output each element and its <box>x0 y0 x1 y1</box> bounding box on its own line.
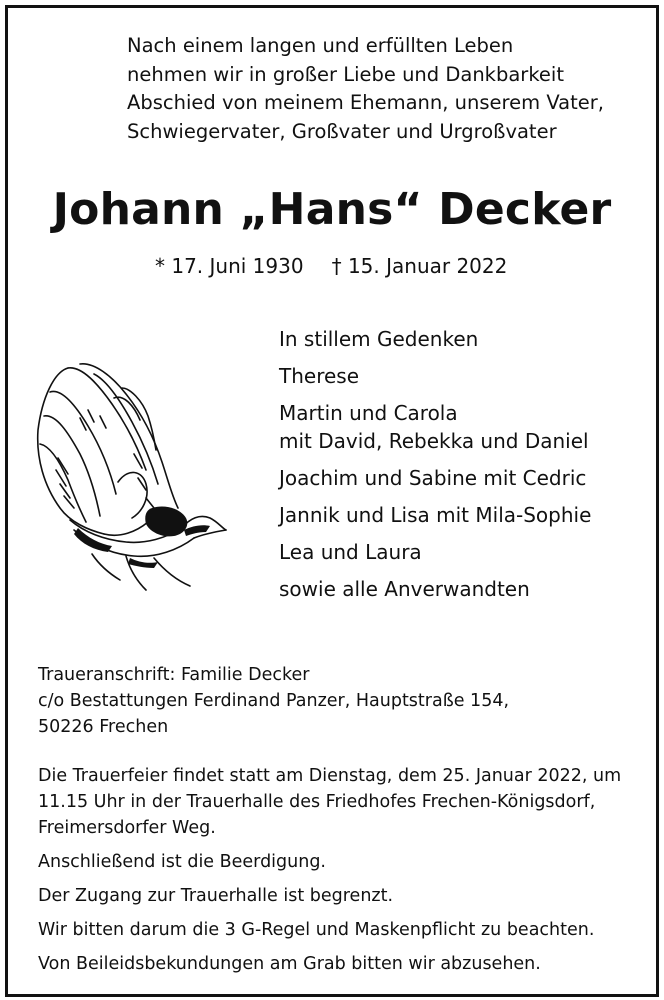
deceased-name: Johann „Hans“ Decker <box>52 184 612 235</box>
mourner-line: Martin und Carola <box>279 401 458 425</box>
mourning-address <box>38 662 509 740</box>
address-line: c/o Bestattungen Ferdinand Panzer, Hauptstraße 154, <box>38 691 510 711</box>
mourner-group <box>279 464 591 492</box>
mourner-group <box>279 538 591 566</box>
life-dates <box>155 254 507 278</box>
birth-date: * 17. Juni 1930 <box>155 254 304 278</box>
access-note: Der Zugang zur Trauerhalle ist begrenzt. <box>38 886 394 906</box>
ceremony-line: 11.15 Uhr in der Trauerhalle des Friedhofes Frechen-Königsdorf, <box>38 792 596 812</box>
intro-line: Abschied von meinem Ehemann, unserem Vater, <box>127 91 604 114</box>
mourner-group <box>279 399 591 455</box>
mourner-line: sowie alle Anverwandten <box>279 577 530 601</box>
praying-hands-icon <box>34 358 230 598</box>
rules-note: Wir bitten darum die 3 G-Regel und Maskenpflicht zu beachten. <box>38 920 595 940</box>
mourner-line: mit David, Rebekka und Daniel <box>279 429 589 453</box>
mourner-group <box>279 501 591 529</box>
intro-line: nehmen wir in großer Liebe und Dankbarkeit <box>127 62 564 86</box>
mourner-line: Therese <box>279 364 360 388</box>
intro-text <box>127 32 604 146</box>
ceremony-details <box>38 763 621 841</box>
address-line: 50226 Frechen <box>38 717 169 737</box>
intro-line: Schwiegervater, Großvater und Urgroßvater <box>127 119 557 143</box>
mourners-list <box>279 325 591 612</box>
ceremony-line: Freimersdorfer Weg. <box>38 818 216 838</box>
mourner-line: Lea und Laura <box>279 540 422 564</box>
mourner-group <box>279 575 591 603</box>
address-line: Traueranschrift: Familie Decker <box>38 665 310 685</box>
ceremony-line: Die Trauerfeier findet statt am Dienstag, dem 25. Januar 2022, um <box>38 766 622 786</box>
condolences-note: Von Beileidsbekundungen am Grab bitten wir abzusehen. <box>38 954 541 974</box>
burial-note: Anschließend ist die Beerdigung. <box>38 852 326 872</box>
mourner-line: Jannik und Lisa mit Mila-Sophie <box>279 503 592 527</box>
mourner-line: Joachim und Sabine mit Cedric <box>279 466 587 490</box>
funeral-info <box>38 763 621 985</box>
mourners-heading: In stillem Gedenken <box>279 327 479 351</box>
intro-line: Nach einem langen und erfüllten Leben <box>127 34 514 57</box>
death-date: † 15. Januar 2022 <box>331 254 508 278</box>
mourner-group <box>279 362 591 390</box>
